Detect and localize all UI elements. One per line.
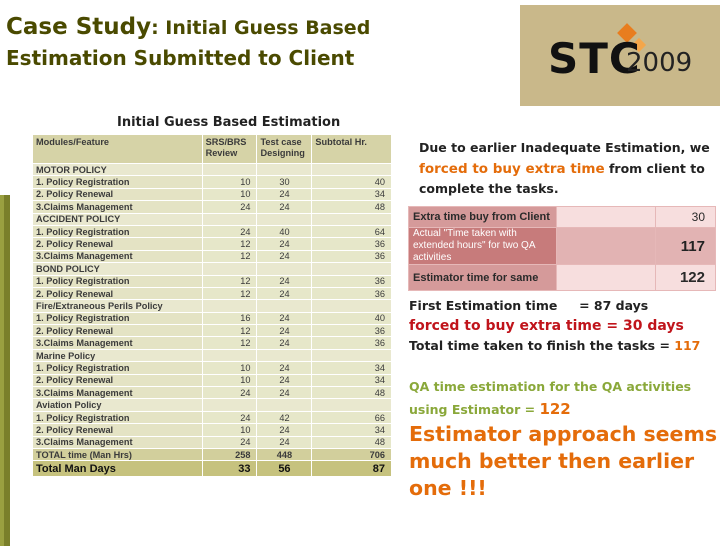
table-cell-blank bbox=[257, 164, 312, 176]
logo-text: STC bbox=[548, 34, 641, 83]
inadequate-estimation-note bbox=[419, 138, 719, 200]
title-rest: : Initial Guess Based bbox=[151, 17, 371, 39]
row-label: 3.Claims Management bbox=[33, 201, 203, 213]
table-row bbox=[33, 387, 392, 399]
row-label: 2. Policy Renewal bbox=[33, 238, 203, 250]
table-row bbox=[33, 275, 392, 287]
table-cell-blank bbox=[202, 399, 257, 411]
srs-brs-value: 12 bbox=[202, 275, 257, 287]
subtotal-value: 34 bbox=[312, 374, 392, 386]
header-modules: Modules/Feature bbox=[33, 135, 203, 164]
row-label: 2. Policy Renewal bbox=[33, 325, 203, 337]
table-row bbox=[33, 188, 392, 200]
table-row bbox=[33, 287, 392, 299]
section-label: BOND POLICY bbox=[33, 263, 203, 275]
total-time-value: 117 bbox=[674, 338, 701, 353]
table-cell-blank bbox=[257, 263, 312, 275]
actual-time-value: 117 bbox=[656, 228, 716, 265]
table-cell-blank bbox=[202, 349, 257, 361]
table-row bbox=[33, 238, 392, 250]
srs-brs-value: 24 bbox=[202, 201, 257, 213]
srs-brs-value: 12 bbox=[202, 287, 257, 299]
table-row bbox=[33, 250, 392, 262]
title-bold: Case Study bbox=[6, 14, 152, 40]
subtotal-value: 36 bbox=[312, 275, 392, 287]
actual-time-label: Actual "Time taken with extended hours" for two QA activities bbox=[409, 228, 557, 265]
table-section-row bbox=[33, 263, 392, 275]
subtotal-value: 87 bbox=[312, 461, 392, 477]
row-label: 2. Policy Renewal bbox=[33, 287, 203, 299]
srs-brs-value: 12 bbox=[202, 250, 257, 262]
table-row bbox=[33, 374, 392, 386]
table-cell-blank bbox=[257, 300, 312, 312]
subtotal-value: 64 bbox=[312, 225, 392, 237]
row-label: 1. Policy Registration bbox=[33, 225, 203, 237]
row-label: 1. Policy Registration bbox=[33, 275, 203, 287]
subtotal-value: 34 bbox=[312, 424, 392, 436]
table-cell-blank bbox=[202, 300, 257, 312]
test-case-value: 24 bbox=[257, 374, 312, 386]
qa-estimation bbox=[409, 376, 727, 502]
section-label: ACCIDENT POLICY bbox=[33, 213, 203, 225]
header-srs-brs: SRS/BRS Review bbox=[202, 135, 257, 164]
subtotal-value: 36 bbox=[312, 287, 392, 299]
table-cell-blank bbox=[257, 213, 312, 225]
srs-brs-value: 258 bbox=[202, 448, 257, 460]
extra-time-label: Extra time buy from Client bbox=[409, 207, 557, 228]
test-case-value: 24 bbox=[257, 287, 312, 299]
table-caption: Initial Guess Based Estimation bbox=[117, 115, 341, 130]
srs-brs-value: 24 bbox=[202, 411, 257, 423]
total-time-text: Total time taken to finish the tasks = bbox=[409, 338, 675, 353]
test-case-value: 40 bbox=[257, 225, 312, 237]
table-row bbox=[33, 325, 392, 337]
test-case-value: 24 bbox=[257, 275, 312, 287]
time-calculation bbox=[409, 296, 724, 356]
table-cell-blank bbox=[556, 228, 656, 265]
qa-estimation-value: 122 bbox=[539, 400, 571, 418]
subtotal-value: 66 bbox=[312, 411, 392, 423]
row-label: 2. Policy Renewal bbox=[33, 424, 203, 436]
srs-brs-value: 10 bbox=[202, 188, 257, 200]
test-case-value: 24 bbox=[257, 436, 312, 448]
estimator-time-label: Estimator time for same bbox=[409, 265, 557, 291]
qa-estimation-text: QA time estimation for the QA activities using Estimator = bbox=[409, 379, 692, 417]
table-section-row bbox=[33, 300, 392, 312]
title-line-1 bbox=[6, 12, 426, 43]
total-time-line bbox=[409, 336, 724, 356]
table-section-row bbox=[33, 349, 392, 361]
table-cell-blank bbox=[202, 213, 257, 225]
test-case-value: 42 bbox=[257, 411, 312, 423]
left-accent-bar-highlight bbox=[0, 195, 4, 546]
row-label: 1. Policy Registration bbox=[33, 312, 203, 324]
test-case-value: 24 bbox=[257, 337, 312, 349]
test-case-value: 24 bbox=[257, 201, 312, 213]
note-part-2: from client to complete the tasks. bbox=[419, 160, 705, 196]
row-label: 1. Policy Registration bbox=[33, 411, 203, 423]
section-label: Fire/Extraneous Perils Policy bbox=[33, 300, 203, 312]
table-cell-blank bbox=[312, 399, 392, 411]
subtotal-value: 36 bbox=[312, 250, 392, 262]
subtotal-value: 48 bbox=[312, 436, 392, 448]
table-header-row bbox=[33, 135, 392, 164]
test-case-value: 56 bbox=[257, 461, 312, 477]
row-label: 3.Claims Management bbox=[33, 436, 203, 448]
estimation-table bbox=[32, 134, 392, 477]
estimator-time-row bbox=[409, 265, 716, 291]
test-case-value: 24 bbox=[257, 188, 312, 200]
test-case-value: 24 bbox=[257, 362, 312, 374]
extra-time-line: forced to buy extra time = 30 days bbox=[409, 318, 684, 334]
test-case-value: 448 bbox=[257, 448, 312, 460]
slide-title bbox=[6, 12, 426, 73]
row-label: 3.Claims Management bbox=[33, 387, 203, 399]
test-case-value: 24 bbox=[257, 325, 312, 337]
srs-brs-value: 24 bbox=[202, 225, 257, 237]
srs-brs-value: 12 bbox=[202, 325, 257, 337]
section-label: Aviation Policy bbox=[33, 399, 203, 411]
subtotal-value: 34 bbox=[312, 362, 392, 374]
extra-time-value: 30 bbox=[656, 207, 716, 228]
table-cell-blank bbox=[312, 349, 392, 361]
subtotal-value: 40 bbox=[312, 312, 392, 324]
table-section-row bbox=[33, 164, 392, 176]
srs-brs-value: 10 bbox=[202, 176, 257, 188]
table-section-row bbox=[33, 213, 392, 225]
test-case-value: 30 bbox=[257, 176, 312, 188]
section-label: Marine Policy bbox=[33, 349, 203, 361]
header-subtotal: Subtotal Hr. bbox=[312, 135, 392, 164]
test-case-value: 24 bbox=[257, 238, 312, 250]
table-row bbox=[33, 436, 392, 448]
row-label: 2. Policy Renewal bbox=[33, 374, 203, 386]
row-label: 2. Policy Renewal bbox=[33, 188, 203, 200]
row-label: 3.Claims Management bbox=[33, 250, 203, 262]
srs-brs-value: 24 bbox=[202, 387, 257, 399]
test-case-value: 24 bbox=[257, 312, 312, 324]
srs-brs-value: 10 bbox=[202, 362, 257, 374]
table-section-row bbox=[33, 399, 392, 411]
srs-brs-value: 12 bbox=[202, 238, 257, 250]
table-row bbox=[33, 411, 392, 423]
subtotal-value: 706 bbox=[312, 448, 392, 460]
estimator-time-value: 122 bbox=[656, 265, 716, 291]
subtotal-value: 40 bbox=[312, 176, 392, 188]
note-highlight: forced to buy extra time bbox=[419, 160, 605, 177]
table-cell-blank bbox=[202, 263, 257, 275]
srs-brs-value: 24 bbox=[202, 436, 257, 448]
table-cell-blank bbox=[312, 213, 392, 225]
table-cell-blank bbox=[257, 399, 312, 411]
table-row bbox=[33, 176, 392, 188]
table-cell-blank bbox=[556, 207, 656, 228]
test-case-value: 24 bbox=[257, 387, 312, 399]
logo-year: 2009 bbox=[626, 48, 693, 78]
first-estimation-line: First Estimation time = 87 days bbox=[409, 298, 649, 313]
subtotal-value: 36 bbox=[312, 238, 392, 250]
subtotal-value: 48 bbox=[312, 387, 392, 399]
section-label: MOTOR POLICY bbox=[33, 164, 203, 176]
title-line-2: Estimation Submitted to Client bbox=[6, 46, 355, 70]
header-test-case: Test case Designing bbox=[257, 135, 312, 164]
table-row bbox=[33, 337, 392, 349]
extra-time-table bbox=[408, 206, 716, 291]
table-row bbox=[33, 201, 392, 213]
row-label: 1. Policy Registration bbox=[33, 176, 203, 188]
row-label: Total Man Days bbox=[33, 461, 203, 477]
srs-brs-value: 10 bbox=[202, 374, 257, 386]
srs-brs-value: 16 bbox=[202, 312, 257, 324]
table-row bbox=[33, 424, 392, 436]
total-hours-row bbox=[33, 448, 392, 460]
conclusion-text: Estimator approach seems much better then earlier one !!! bbox=[409, 422, 718, 500]
test-case-value: 24 bbox=[257, 250, 312, 262]
row-label: TOTAL time (Man Hrs) bbox=[33, 448, 203, 460]
table-cell-blank bbox=[257, 349, 312, 361]
row-label: 1. Policy Registration bbox=[33, 362, 203, 374]
total-man-days-row bbox=[33, 461, 392, 477]
srs-brs-value: 33 bbox=[202, 461, 257, 477]
test-case-value: 24 bbox=[257, 424, 312, 436]
subtotal-value: 36 bbox=[312, 325, 392, 337]
subtotal-value: 48 bbox=[312, 201, 392, 213]
table-row bbox=[33, 312, 392, 324]
table-row bbox=[33, 362, 392, 374]
table-cell-blank bbox=[312, 300, 392, 312]
subtotal-value: 36 bbox=[312, 337, 392, 349]
srs-brs-value: 12 bbox=[202, 337, 257, 349]
subtotal-value: 34 bbox=[312, 188, 392, 200]
table-cell-blank bbox=[312, 263, 392, 275]
srs-brs-value: 10 bbox=[202, 424, 257, 436]
note-part-1: Due to earlier Inadequate Estimation, we bbox=[419, 140, 710, 155]
row-label: 3.Claims Management bbox=[33, 337, 203, 349]
extra-time-row bbox=[409, 207, 716, 228]
actual-time-row bbox=[409, 228, 716, 265]
table-cell-blank bbox=[556, 265, 656, 291]
table-row bbox=[33, 225, 392, 237]
table-cell-blank bbox=[312, 164, 392, 176]
table-cell-blank bbox=[202, 164, 257, 176]
